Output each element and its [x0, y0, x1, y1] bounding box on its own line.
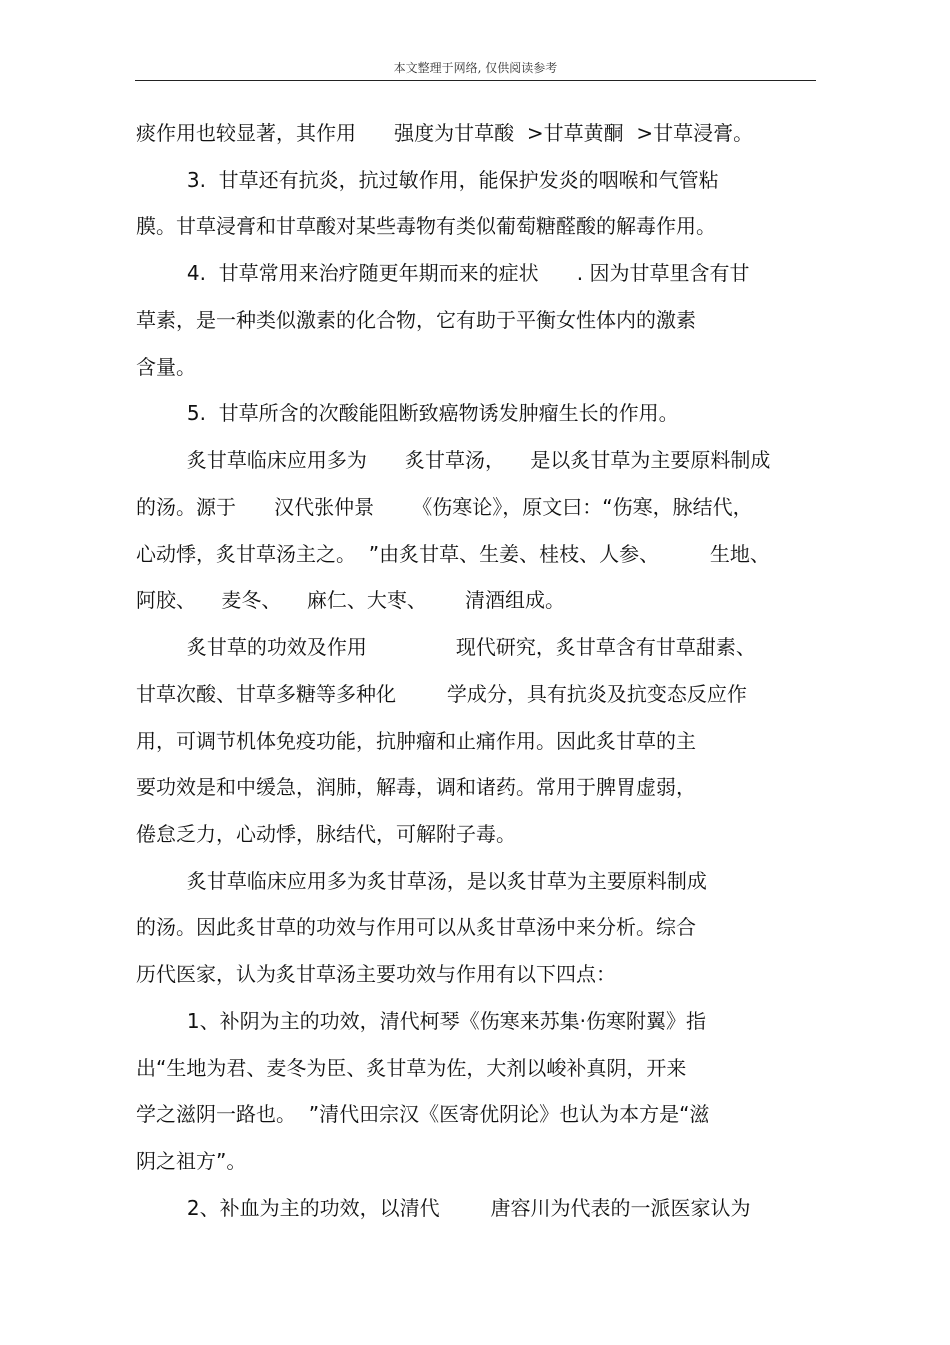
- text-line: 2、补血为主的功效，以清代 唐容川为代表的一派医家认为: [136, 1196, 751, 1220]
- text-line: 炙甘草临床应用多为 炙甘草汤， 是以炙甘草为主要原料制成: [136, 448, 771, 472]
- text-line: 草素，是一种类似激素的化合物，它有助于平衡女性体内的激素: [136, 308, 696, 332]
- text-line: 的汤。源于 汉代张仲景 《伤寒论》，原文曰：“伤寒，脉结代，: [136, 495, 753, 519]
- text-line: 阴之祖方”。: [136, 1149, 247, 1173]
- text-line: 心动悸，炙甘草汤主之。 ”由炙甘草、生姜、桂枝、人参、 生地、: [136, 542, 770, 566]
- text-line: 甘草次酸、甘草多糖等多种化 学成分，具有抗炎及抗变态反应作: [136, 682, 747, 706]
- text-line: 历代医家，认为炙甘草汤主要功效与作用有以下四点：: [136, 962, 616, 986]
- page-header: [135, 58, 816, 81]
- text-line: 5. 甘草所含的次酸能阻断致癌物诱发肿瘤生长的作用。: [136, 401, 679, 425]
- text-line: 出“生地为君、麦冬为臣、炙甘草为佐，大剂以峻补真阴，开来: [136, 1056, 687, 1080]
- text-line: 4. 甘草常用来治疗随更年期而来的症状 . 因为甘草里含有甘: [136, 261, 750, 285]
- text-line: 学之滋阴一路也。 ”清代田宗汉《医寄优阴论》也认为本方是“滋: [136, 1102, 710, 1126]
- header-text: 本文整理于网络, 仅供阅读参考: [393, 61, 558, 75]
- text-line: 痰作用也较显著，其作用 强度为甘草酸 >甘草黄酮 >甘草浸膏。: [136, 121, 754, 145]
- text-line: 用，可调节机体免疫功能，抗肿瘤和止痛作用。因此炙甘草的主: [136, 729, 696, 753]
- text-line: 的汤。因此炙甘草的功效与作用可以从炙甘草汤中来分析。综合: [136, 915, 696, 939]
- text-line: 3. 甘草还有抗炎，抗过敏作用，能保护发炎的咽喉和气管粘: [136, 168, 719, 192]
- text-line: 膜。甘草浸膏和甘草酸对某些毒物有类似葡萄糖醛酸的解毒作用。: [136, 214, 716, 238]
- text-line: 炙甘草的功效及作用 现代研究，炙甘草含有甘草甜素、: [136, 635, 756, 659]
- text-line: 阿胶、 麦冬、 麻仁、大枣、 清酒组成。: [136, 588, 566, 612]
- text-line: 炙甘草临床应用多为炙甘草汤，是以炙甘草为主要原料制成: [136, 869, 707, 893]
- text-line: 1、补阴为主的功效，清代柯琴《伤寒来苏集·伤寒附翼》指: [136, 1009, 706, 1033]
- text-line: 含量。: [136, 355, 196, 379]
- text-line: 要功效是和中缓急，润肺，解毒，调和诸药。常用于脾胃虚弱，: [136, 775, 696, 799]
- text-line: 倦怠乏力，心动悸，脉结代，可解附子毒。: [136, 822, 516, 846]
